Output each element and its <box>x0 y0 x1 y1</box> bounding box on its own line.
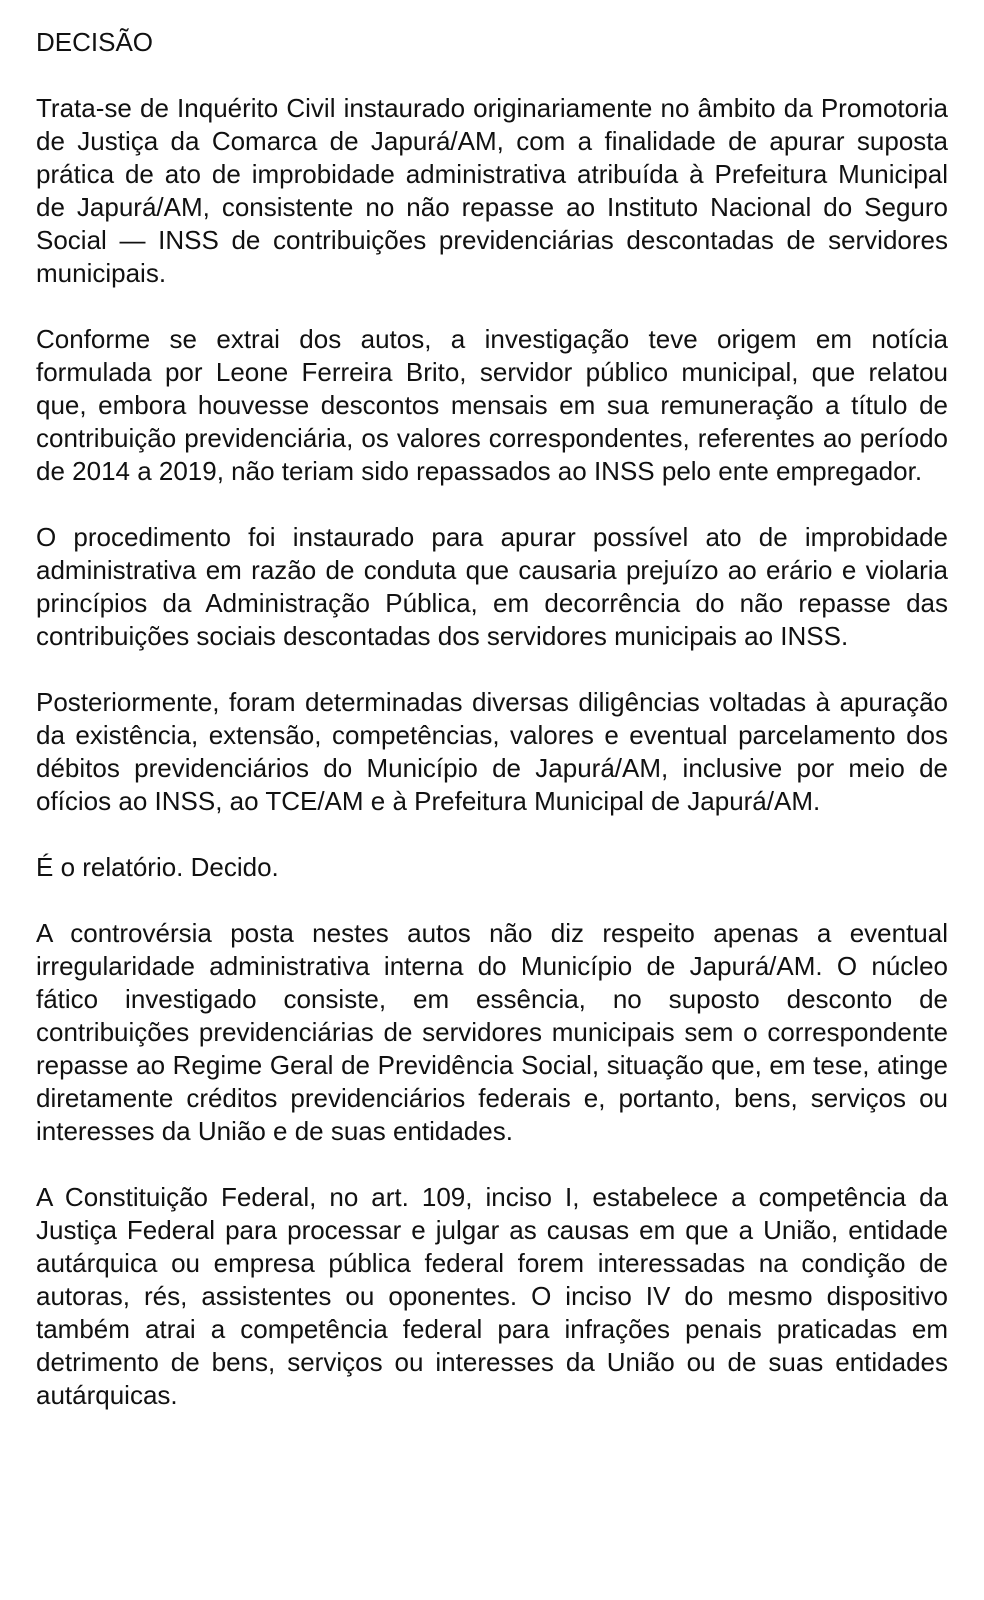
paragraph-7: A Constituição Federal, no art. 109, inciso I, estabelece a competência da Justiça Federal para processar e julgar as causas em que a União, entidade autárquica ou empresa pública federal forem interessadas na condição de autoras, rés, assistentes ou oponentes. O inciso IV do mesmo dispositivo também atrai a competência federal para infrações penais praticadas em detrimento de bens, serviços ou interesses da União ou de suas entidades autárquicas. <box>36 1182 948 1410</box>
paragraph-4: Posteriormente, foram determinadas diversas diligências voltadas à apuração da existência, extensão, competências, valores e eventual parcelamento dos débitos previdenciários do Município de Japurá/AM, inclusive por meio de ofícios ao INSS, ao TCE/AM e à Prefeitura Municipal de Japurá/AM. <box>36 687 948 816</box>
paragraph-6: A controvérsia posta nestes autos não diz respeito apenas a eventual irregularidade administrativa interna do Município de Japurá/AM. O núcleo fático investigado consiste, em essência, no suposto desconto de contribuições previdenciárias de servidores municipais sem o correspondente repasse ao Regime Geral de Previdência Social, situação que, em tese, atinge diretamente créditos previdenciários federais e, portanto, bens, serviços ou interesses da União e de suas entidades. <box>36 918 948 1146</box>
paragraph-1: Trata-se de Inquérito Civil instaurado originariamente no âmbito da Promotoria de Justiça da Comarca de Japurá/AM, com a finalidade de apurar suposta prática de ato de improbidade administrativa atribuída à Prefeitura Municipal de Japurá/AM, consistente no não repasse ao Instituto Nacional do Seguro Social — INSS de contribuições previdenciárias descontadas de servidores municipais. <box>36 93 948 288</box>
paragraph-3: O procedimento foi instaurado para apurar possível ato de improbidade administrativa em razão de conduta que causaria prejuízo ao erário e violaria princípios da Administração Pública, em decorrência do não repasse das contribuições sociais descontadas dos servidores municipais ao INSS. <box>36 522 948 651</box>
document-title: DECISÃO <box>36 27 154 57</box>
paragraph-5: É o relatório. Decido. <box>36 852 279 882</box>
paragraph-2: Conforme se extrai dos autos, a investigação teve origem em notícia formulada por Leone Ferreira Brito, servidor público municipal, que relatou que, embora houvesse descontos mensais em sua remuneração a título de contribuição previdenciária, os valores correspondentes, referentes ao período de 2014 a 2019, não teriam sido repassados ao INSS pelo ente empregador. <box>36 324 948 486</box>
